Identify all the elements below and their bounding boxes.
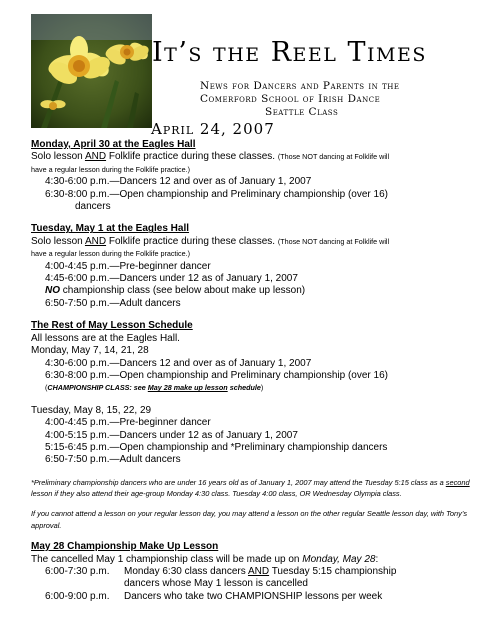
schedule-text: championship class (see below about make up lesson) [60, 285, 306, 297]
note-text: (Those NOT dancing at Folklife will [277, 152, 390, 162]
and-text: AND [84, 151, 107, 163]
schedule-line: 6:30-8:00 p.m.—Open championship and Preliminary championship (over 16) [45, 188, 388, 200]
newsletter-subtitle-line2: Comerford School of Irish Dance [200, 93, 381, 105]
day-line: Monday, May 7, 14, 21, 28 [31, 345, 149, 357]
schedule-line: 5:15-6:45 p.m.—Open championship and *Preliminary championship dancers [45, 441, 388, 453]
section-heading: May 28 Championship Make Up Lesson [31, 541, 219, 553]
section-heading: Tuesday, May 1 at the Eagles Hall [31, 223, 190, 235]
schedule-line: 4:00-4:45 p.m.—Pre-beginner dancer [45, 260, 211, 272]
schedule-line: 6:30-8:00 p.m.—Open championship and Preliminary championship (over 16) [45, 369, 388, 381]
note-text: (Those NOT dancing at Folklife will [277, 236, 390, 246]
note-continued: have a regular lesson during the Folklife practice.) [31, 249, 191, 259]
section-heading: Monday, April 30 at the Eagles Hall [31, 139, 196, 150]
newsletter-subtitle-line3: Seattle Class [265, 106, 339, 118]
daffodil-photo [31, 14, 152, 128]
schedule-text: Monday 6:30 class dancers [124, 565, 248, 577]
schedule-line [31, 566, 481, 578]
champ-label: CHAMPIONSHIP CLASS: see [47, 383, 148, 393]
section-intro [31, 236, 481, 248]
time-text: 6:00-7:30 p.m. [45, 565, 110, 577]
schedule-line: 4:45-6:00 p.m.—Dancers under 12 as of January 1, 2007 [45, 273, 298, 285]
schedule-line: 4:30-6:00 p.m.—Dancers 12 and over as of January 1, 2007 [45, 176, 312, 188]
note-emphasis: second [445, 477, 470, 487]
and-text: AND [84, 235, 107, 247]
intro-end: : [375, 553, 379, 565]
schedule-line: 4:30-6:00 p.m.—Dancers 12 and over as of January 1, 2007 [45, 357, 312, 369]
rest-text: Folklife practice during these classes. [106, 151, 278, 163]
intro-date: Monday, May 28 [302, 553, 376, 565]
note-text: *Preliminary championship dancers who are under 16 years old as of January 1, 2007 may attend the Tuesday 5:15 class as a [31, 477, 446, 487]
no-text: NO [45, 285, 60, 297]
section-intro [31, 554, 481, 566]
newsletter-subtitle-line1: News for Dancers and Parents in the [200, 80, 400, 92]
schedule-line: 4:00-4:45 p.m.—Pre-beginner dancer [45, 417, 211, 429]
make-up-lesson-link[interactable]: May 28 make up lesson [147, 383, 228, 393]
champ-end: schedule [227, 383, 261, 393]
note-text: lesson if they also attend their age-group Monday 4:30 class. Tuesday 4:00 class, OR Wednesday Olympia class. [31, 489, 402, 499]
schedule-line: dancers whose May 1 lesson is cancelled [124, 578, 308, 590]
section-intro [31, 151, 481, 163]
schedule-line: dancers [75, 201, 111, 213]
schedule-line [31, 591, 481, 603]
body-line: All lessons are at the Eagles Hall. [31, 332, 180, 344]
schedule-text: Tuesday 5:15 championship [269, 565, 397, 577]
paren: ( [45, 383, 48, 393]
intro-text: The cancelled May 1 championship class will be made up on [31, 553, 303, 565]
newsletter-title: It’s the Reel Times [152, 37, 427, 68]
solo-text: Solo lesson [31, 235, 83, 247]
makeup-note: If you cannot attend a lesson on your regular lesson day, you may attend a lesson on the other regular Seattle lesson day, with Tony’s approval. [31, 508, 468, 530]
schedule-text: Dancers who take two CHAMPIONSHIP lessons per week [124, 590, 383, 602]
day-line: Tuesday, May 8, 15, 22, 29 [31, 404, 152, 416]
rest-text: Folklife practice during these classes. [106, 235, 278, 247]
solo-text: Solo lesson [31, 151, 83, 163]
newsletter-body [31, 139, 481, 603]
section-heading: The Rest of May Lesson Schedule [31, 320, 193, 332]
schedule-line: 6:50-7:50 p.m.—Adult dancers [45, 454, 181, 466]
schedule-line [31, 285, 481, 297]
paren: ) [260, 383, 264, 393]
note-continued: have a regular lesson during the Folklife practice.) [31, 164, 191, 174]
preliminary-note [31, 477, 481, 500]
time-text: 6:00-9:00 p.m. [45, 590, 110, 602]
and-text: AND [247, 565, 270, 577]
issue-date: April 24, 2007 [151, 120, 275, 138]
championship-note [31, 382, 481, 394]
schedule-line: 6:50-7:50 p.m.—Adult dancers [45, 297, 181, 309]
schedule-line: 4:00-5:15 p.m.—Dancers under 12 as of January 1, 2007 [45, 429, 298, 441]
